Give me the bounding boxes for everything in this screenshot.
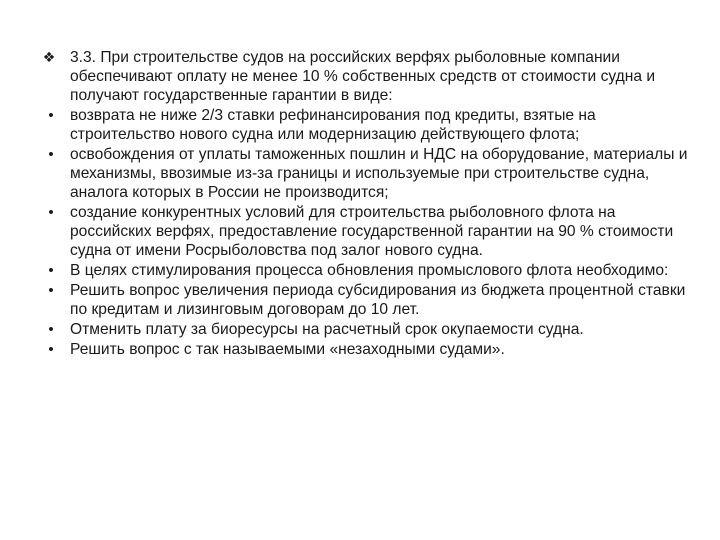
bullet-icon: • — [48, 282, 54, 299]
list-item — [40, 281, 690, 319]
bullet-icon: • — [48, 146, 54, 163]
bullet-icon: • — [48, 341, 54, 358]
diamond-bullet-icon: ❖ — [42, 49, 56, 65]
text-body — [40, 48, 690, 360]
list-item — [40, 145, 690, 202]
list-item-text: Отменить плату за биоресурсы на расчетный срок окупаемости судна. — [70, 321, 584, 338]
list-item-text: Решить вопрос увеличения периода субсидирования из бюджета процентной ставки по кредитам и лизинговым договорам до 10 лет. — [70, 282, 686, 318]
list-item — [40, 261, 690, 280]
list-item-text: В целях стимулирования процесса обновления промыслового флота необходимо: — [70, 262, 669, 279]
list-item-text: создание конкурентных условий для строительства рыболовного флота на российских верфях, предоставление государственной гарантии на 90 % стоимости судна от имени Росрыболовства под залог нового судна. — [70, 204, 674, 259]
bullet-icon: • — [48, 107, 54, 124]
list-item — [40, 320, 690, 339]
list-item-text: Решить вопрос с так называемыми «незаходными судами». — [70, 341, 505, 358]
list-item-text: возврата не ниже 2/3 ставки рефинансирования под кредиты, взятые на строительство нового судна или модернизацию действующего флота; — [70, 107, 596, 143]
list-item-intro — [40, 48, 690, 105]
list-item-text: освобождения от уплаты таможенных пошлин и НДС на оборудование, материалы и механизмы, ввозимые из-за границы и используемые при строительстве судна, аналога которых в России не производится; — [70, 146, 688, 201]
bullet-icon: • — [48, 321, 54, 338]
list-item-text: 3.3. При строительстве судов на российских верфях рыболовные компании обеспечивают оплату не менее 10 % собственных средств от стоимости судна и получают государственные гарантии в виде: — [70, 49, 656, 104]
list-item — [40, 106, 690, 144]
list-item — [40, 203, 690, 260]
bullet-icon: • — [48, 262, 54, 279]
list-item — [40, 340, 690, 359]
bullet-icon: • — [48, 204, 54, 221]
